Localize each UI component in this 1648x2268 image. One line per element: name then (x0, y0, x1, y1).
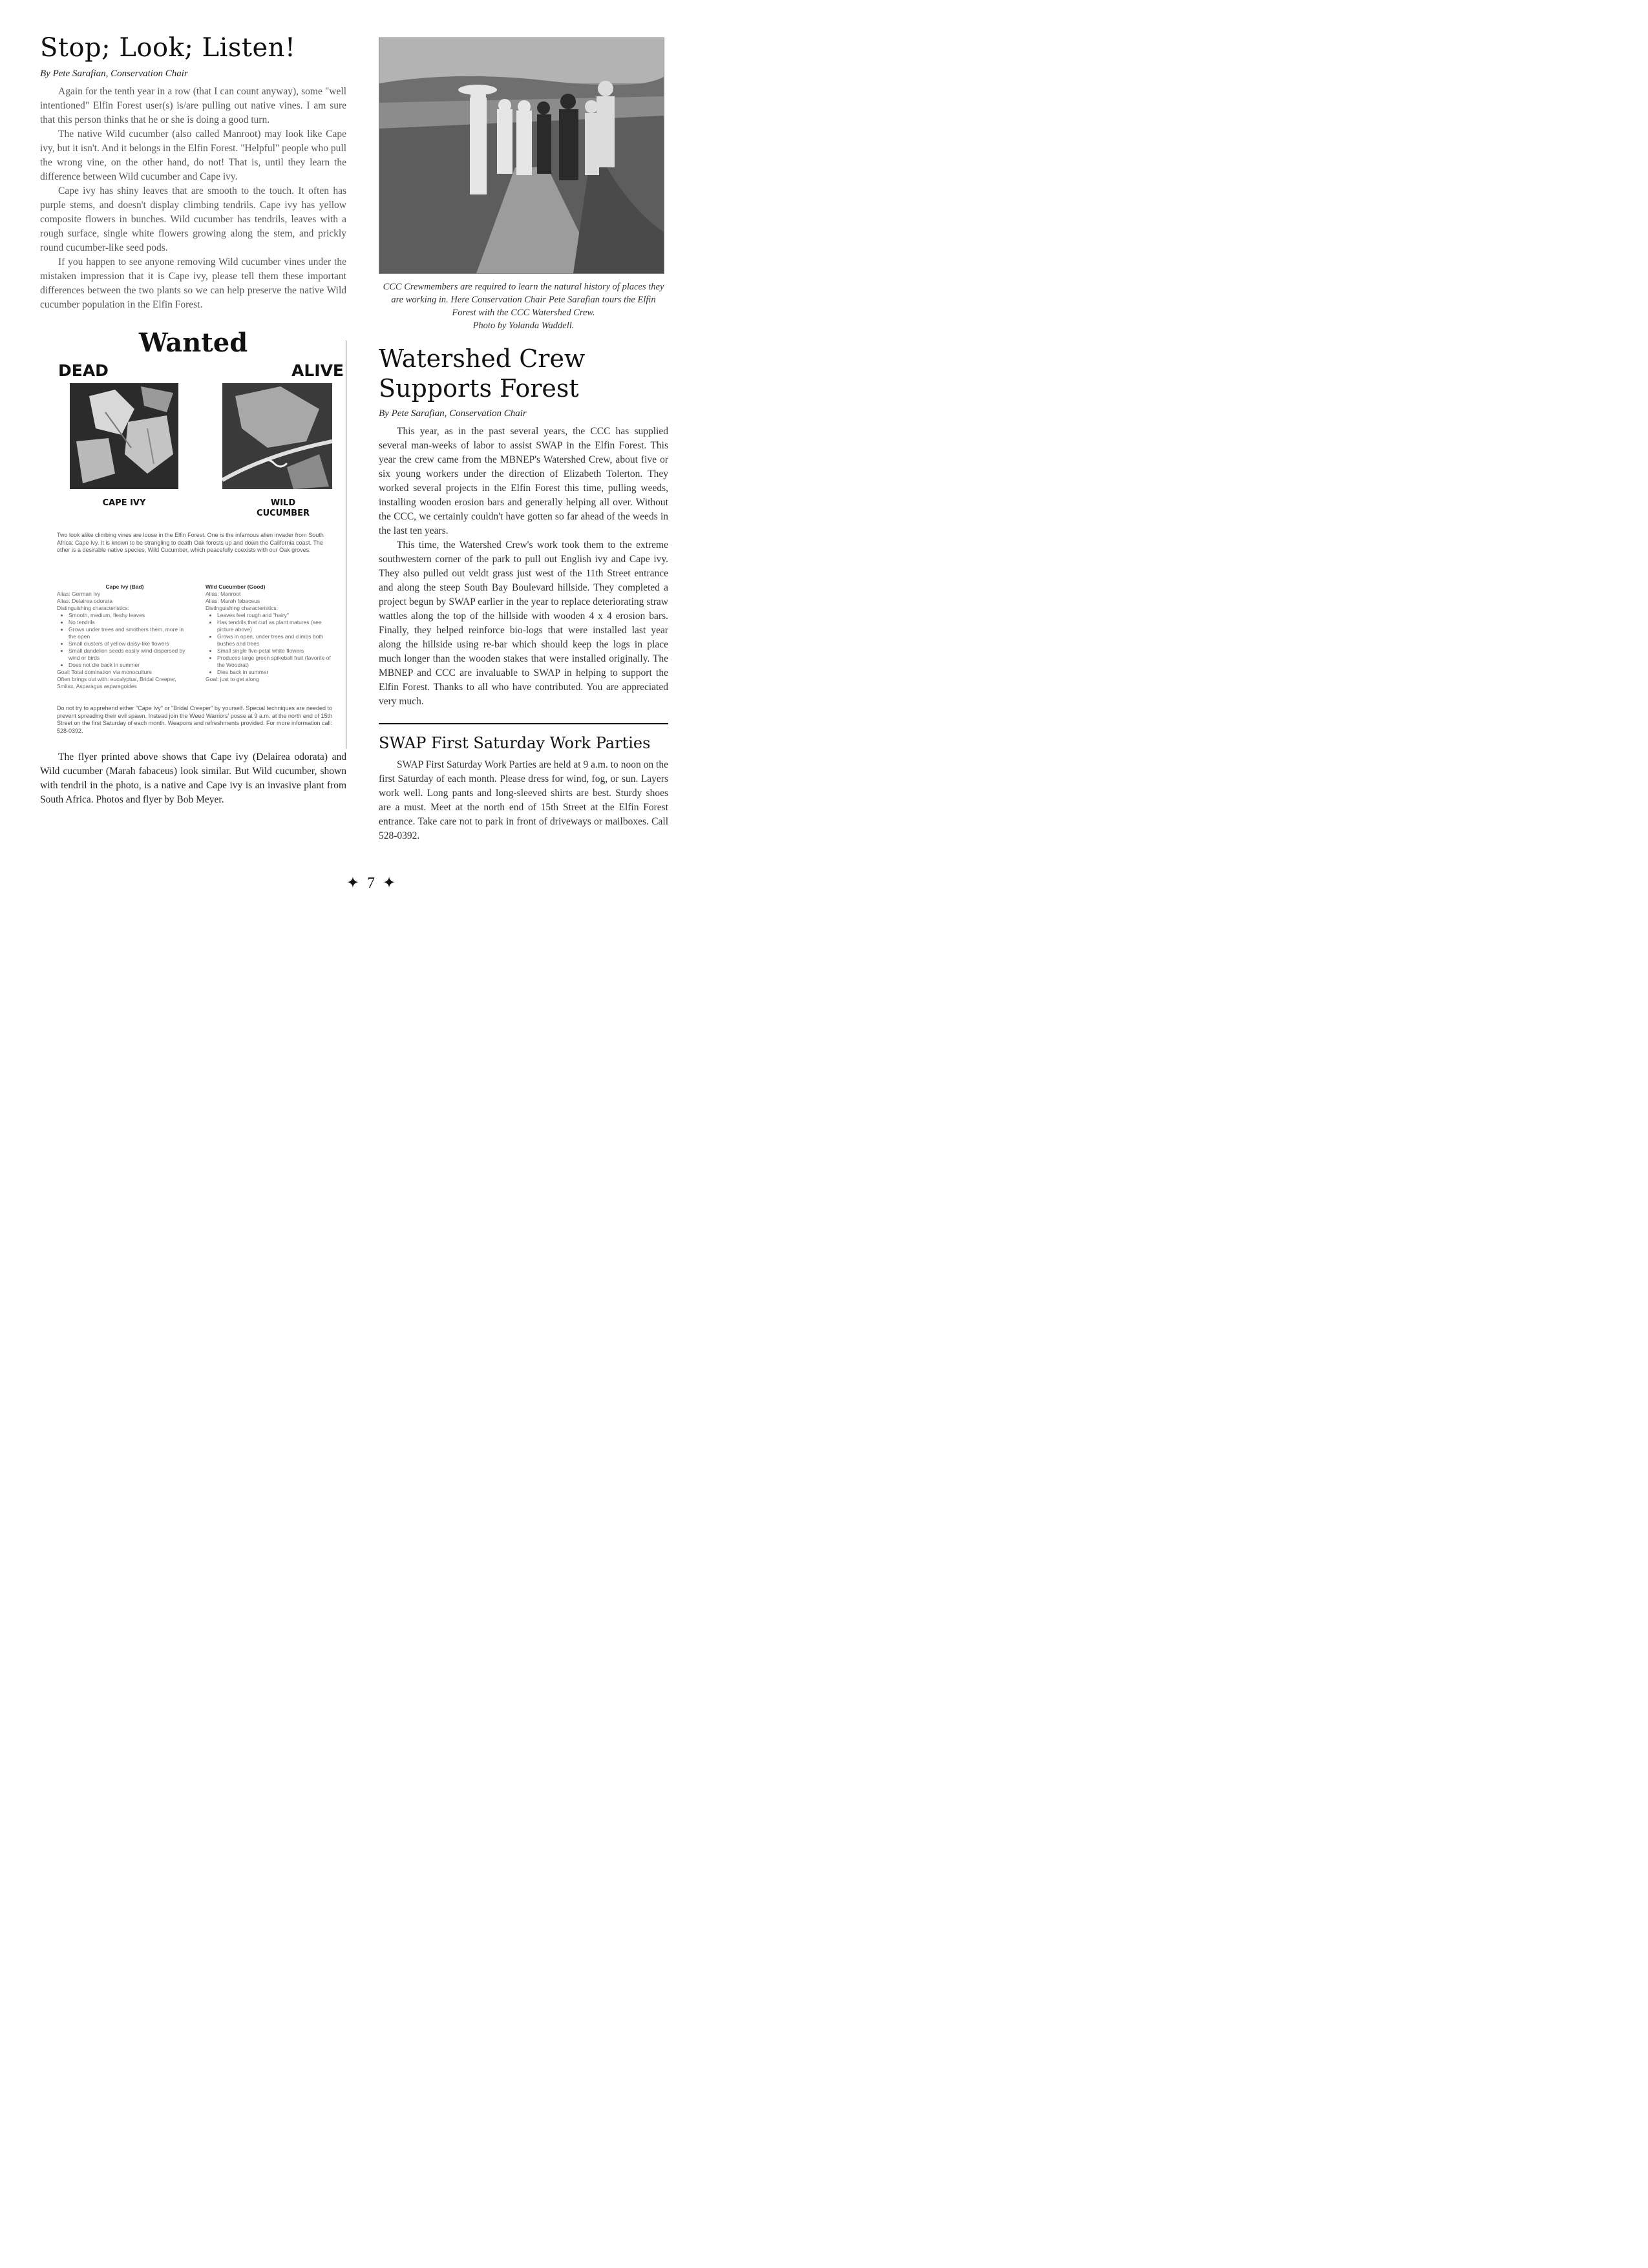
list-heading: Wild Cucumber (Good) (206, 583, 266, 590)
list-item: • Produces large green spikeball fruit (favorite of the Woodrat) (217, 655, 335, 669)
list-item: • Smooth, medium, fleshy leaves (69, 612, 193, 619)
list-item: • Small clusters of yellow daisy-like flowers (69, 640, 193, 647)
list-heading: Cape Ivy (Bad) (105, 583, 144, 590)
article-title-watershed-crew: Watershed Crew Supports Forest (379, 344, 586, 403)
cape-ivy-photo (70, 383, 178, 489)
page-number: 7 (367, 875, 375, 892)
photo-credit: Photo by Yolanda Waddell. (472, 320, 575, 331)
list-subheading: Distinguishing characteristics: (57, 605, 129, 611)
dead-label: DEAD (58, 361, 109, 380)
paragraph: SWAP First Saturday Work Parties are held at 9 a.m. to noon on the first Saturday of each month. Please dress for wind, fog, or sun. Layers work well. Long pants and long-sleeved shirts are best. Sturdy shoes are a must. Meet at the north end of 15th Street at the Elfin Forest entrance. Take care not to park in front of driveways or mailboxes. Call 528-0392. (379, 759, 668, 841)
article-title-stop-look-listen: Stop; Look; Listen! (40, 33, 296, 63)
wild-label: WILD (270, 498, 296, 508)
list-other: Often brings out with: eucalyptus, Bridal Creeper, Smilax, Asparagus asparagoides (57, 676, 176, 689)
list-item: • Does not die back in summer (69, 662, 193, 669)
list-alias: Alias: Marah fabaceus (206, 598, 260, 604)
paragraph: This year, as in the past several years, the CCC has supplied several man-weeks of labor to assist SWAP in the Elfin Forest. This year the crew came from the MBNEP's Watershed Crew, about five or six young workers under the direction of Elizabeth Tolerton. They worked several projects in the Elfin Forest this time, pulling weeds, installing wooden erosion bars and generally helping all over. Without the CCC, we certainly couldn't have gotten so far ahead of the weeds in the last ten years. (379, 426, 668, 536)
list-item: • No tendrils (69, 619, 193, 626)
photo-caption: CCC Crewmembers are required to learn the natural history of places they are working in. Here Conservation Chair Pete Sarafian tours the Elfin Forest with the CCC Watershed Crew. (383, 282, 664, 318)
paragraph: The flyer printed above shows that Cape ivy (Delairea odorata) and Wild cucumber (Marah fabaceus) look similar. But Wild cucumber, shown with tendril in the photo, is a native and Cape ivy is an invasive plant from South Africa. Photos and flyer by Bob Meyer. (40, 751, 346, 805)
byline: By Pete Sarafian, Conservation Chair (40, 68, 188, 79)
page-footer (0, 874, 742, 892)
cucumber-label: CUCUMBER (257, 509, 310, 518)
paragraph: The native Wild cucumber (also called Manroot) may look like Cape ivy, but it isn't. And it belongs in the Elfin Forest. "Helpful" people who pull the wrong vine, on the other hand, do not! That is, until they learn the difference between Wild cucumber and Cape ivy. (40, 129, 346, 182)
alive-label: ALIVE (291, 361, 344, 380)
paragraph: If you happen to see anyone removing Wild cucumber vines under the mistaken impression that it is Cape ivy, please tell them these important differences between the two plants so we can help preserve the native Wild cucumber population in the Elfin Forest. (40, 257, 346, 310)
byline: By Pete Sarafian, Conservation Chair (379, 408, 527, 419)
paragraph: This time, the Watershed Crew's work took them to the extreme southwestern corner of the park to pull out English ivy and Cape ivy. They also pulled out veldt grass just west of the 11th Street entrance and along the steep South Bay Boulevard hillside. They completed a project begun by SWAP earlier in the year to replace deteriorating straw wattles along the top of the hillside with wooden 4 x 4 erosion bars. Finally, they helped reinforce bio-logs that were installed last year along the hillside using re-bar which should keep the logs in place much longer than the wooden stakes that were installed originally. The MBNEP and CCC are invaluable to SWAP in helping to support the Elfin Forest. Thanks to all who have contributed. You are appreciated very much. (379, 540, 668, 707)
list-item: • Dies back in summer (217, 669, 335, 676)
list-subheading: Distinguishing characteristics: (206, 605, 278, 611)
wild-cucumber-list (206, 583, 335, 683)
list-alias: Alias: Delairea odorata (57, 598, 112, 604)
list-goal: Goal: just to get along (206, 676, 259, 682)
article-title-swap: SWAP First Saturday Work Parties (379, 734, 651, 752)
paragraph: Cape ivy has shiny leaves that are smooth to the touch. It often has purple stems, and doesn't display climbing tendrils. Cape ivy has yellow composite flowers in bunches. Wild cucumber has tendrils, leaves with a rough surface, single white flowers growing along the stem, and prickly round cucumber-like seed pods. (40, 185, 346, 253)
right-column (379, 37, 668, 843)
flyer-footer: Do not try to apprehend either "Cape Ivy" or "Bridal Creeper" by yourself. Special techniques are needed to prevent spreading their evil spawn. Instead join the Weed Warriors' posse at 9 a.m. at the north end of 15th Street on the first Saturday of each month. Weapons and refreshments provided. For more information call: 528-0392. (57, 705, 333, 734)
article-body (40, 85, 346, 312)
list-alias: Alias: German Ivy (57, 591, 101, 597)
flyer-intro: Two look alike climbing vines are loose in the Elfin Forest. One is the infamous alien invader from South Africa: Cape Ivy. It is known to be strangling to death Oak forests up and down the California coast. The other is a desirable native species, Wild Cucumber, which peacefully coexists with our Oak groves. (57, 532, 324, 553)
wanted-flyer (40, 329, 346, 744)
ornament-right-icon: ✦ (383, 875, 396, 892)
crew-photo (379, 37, 664, 274)
flyer-caption (40, 750, 346, 807)
dead-alive-row (40, 361, 346, 382)
list-item: • Grows under trees and smothers them, more in the open (69, 626, 193, 640)
list-alias: Alias: Manroot (206, 591, 241, 597)
wild-cucumber-photo (222, 383, 332, 489)
ornament-left-icon: ✦ (346, 875, 359, 892)
section-divider (379, 723, 668, 724)
paragraph: Again for the tenth year in a row (that I can count anyway), some "well intentioned" Elfin Forest user(s) is/are pulling out native vines. I am sure that this person thinks that he or she is doing a good turn. (40, 86, 346, 125)
list-item: • Small dandelion seeds easily wind-dispersed by wind or birds (69, 647, 193, 662)
list-goal: Goal: Total domination via monoculture (57, 669, 152, 675)
list-item: • Grows in open, under trees and climbs both bushes and trees (217, 633, 335, 647)
list-item: • Small single five-petal white flowers (217, 647, 335, 655)
list-item: • Leaves feel rough and "hairy" (217, 612, 335, 619)
left-column (40, 32, 346, 807)
cape-ivy-list (57, 583, 193, 690)
wanted-heading: Wanted (138, 328, 248, 358)
cape-ivy-label: CAPE IVY (102, 498, 146, 508)
list-item: • Has tendrils that curl as plant matures (see picture above) (217, 619, 335, 633)
